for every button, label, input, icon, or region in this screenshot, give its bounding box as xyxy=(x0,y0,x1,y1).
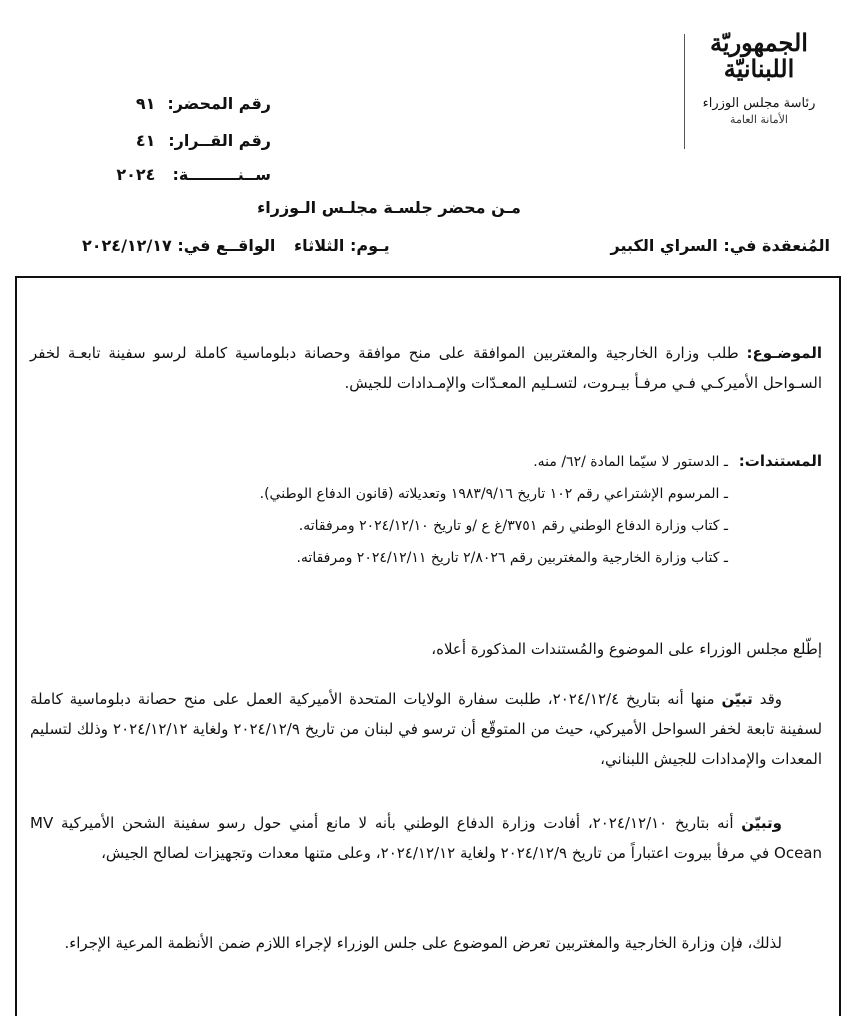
document-item: ـ كتاب وزارة الدفاع الوطني رقم ٣٧٥١/غ ع /و تاريخ ٢٠٢٤/١٢/١٠ ومرفقاته. xyxy=(298,518,728,534)
decision-number-label: رقم القــرار: xyxy=(168,131,271,150)
documents-label: المستندات: xyxy=(738,452,822,470)
intro-paragraph: إطّلع مجلس الوزراء على الموضوع والمُستندات المذكورة أعلاه، xyxy=(431,640,822,658)
finding-2-keyword: وتبيّن xyxy=(741,814,782,832)
document-item: ـ كتاب وزارة الخارجية والمغتربين رقم ٢/٨٠٢٦ تاريخ ٢٠٢٤/١٢/١١ ومرفقاته. xyxy=(296,550,728,566)
minutes-number-row xyxy=(71,94,271,113)
year-value: ٢٠٢٤ xyxy=(116,165,156,184)
minutes-number-value: ٩١ xyxy=(135,94,156,113)
emblem-lebanese: اللبنانيّة xyxy=(723,54,795,83)
session-date xyxy=(82,236,275,255)
finding-1-keyword: تبيّن xyxy=(721,690,753,708)
finding-2-text-a: أنه بتاريخ ٢٠٢٤/١٢/١٠، أفادت وزارة الدفاع الوطني بأنه لا مانع أمني حول رسو سفينة الشحن الأميركية xyxy=(60,814,734,832)
ship-name: MV Ocean xyxy=(30,814,822,862)
minutes-number-label: رقم المحضر: xyxy=(167,94,271,113)
session-date-label: الواقــع في: xyxy=(177,236,276,255)
session-date-value: ٢٠٢٤/١٢/١٧ xyxy=(82,236,172,255)
year-label: ســنـــــــــة: xyxy=(172,165,271,184)
year-row xyxy=(71,165,271,184)
document-subtitle: مـن محضر جلسـة مجلـس الـوزراء xyxy=(257,198,521,217)
subject-paragraph xyxy=(30,338,822,398)
session-location xyxy=(611,236,830,255)
finding-paragraph-1 xyxy=(30,684,822,774)
finding-paragraph-2 xyxy=(30,808,822,868)
document-item: ـ المرسوم الإشتراعي رقم ١٠٢ تاريخ ١٩٨٣/٩/١٦ وتعديلاته (قانون الدفاع الوطني). xyxy=(259,486,728,502)
subject-text: طلب وزارة الخارجية والمغتربين الموافقة على منح موافقة وحصانة دبلوماسية كاملة لرسو سفينة تابعـة لخفر السـواحل الأميركـي فـي مرفـأ بيـروت، لتسـليم المعـدّات والإمـدادات للجيش. xyxy=(30,344,822,392)
decision-number-value: ٤١ xyxy=(135,131,156,150)
session-location-label: المُنعقدة في: xyxy=(723,236,830,255)
finding-1-text: منها أنه بتاريخ ٢٠٢٤/١٢/٤، طلبت سفارة الولايات المتحدة الأميركية العمل على منح حصانة دبلوماسية كاملة لسفينة تابعة لخفر السواحل الأميركي، حيث من المتوقّع أن ترسو في لبنان من تاريخ ٢٠٢٤/١٢/٩ ولغاية ٢٠٢٤/١٢/١٢ وذلك لتسليم المعدات والإمدادات للجيش اللبناني، xyxy=(30,690,823,768)
session-location-value: السراي الكبير xyxy=(610,236,718,255)
emblem-presidency: رئاسة مجلس الوزراء xyxy=(702,96,816,111)
document-item: ـ الدستور لا سيّما المادة /٦٢/ منه. xyxy=(533,454,728,470)
session-day-value: الثلاثاء xyxy=(294,236,345,255)
decision-number-row xyxy=(71,131,271,150)
emblem-divider xyxy=(684,34,685,149)
finding-1-lead: وقد xyxy=(759,690,782,708)
session-day-label: يـوم: xyxy=(349,236,390,255)
government-emblem xyxy=(684,24,834,154)
emblem-secretariat: الأمانة العامة xyxy=(730,113,788,126)
subject-label: الموضـوع: xyxy=(746,344,822,362)
session-day xyxy=(294,236,390,255)
finding-2-text-b: في مرفأ بيروت اعتباراً من تاريخ ٢٠٢٤/١٢/٩ ولغاية ٢٠٢٤/١٢/١٢، وعلى متنها معدات وتجهيزات لصالح الجيش، xyxy=(101,844,770,862)
conclusion-paragraph: لذلك، فإن وزارة الخارجية والمغتربين تعرض الموضوع على جلس الوزراء لإجراء اللازم ضمن الأنظمة المرعية الإجراء. xyxy=(64,934,782,952)
emblem-republic: الجمهوريّة xyxy=(710,28,808,57)
